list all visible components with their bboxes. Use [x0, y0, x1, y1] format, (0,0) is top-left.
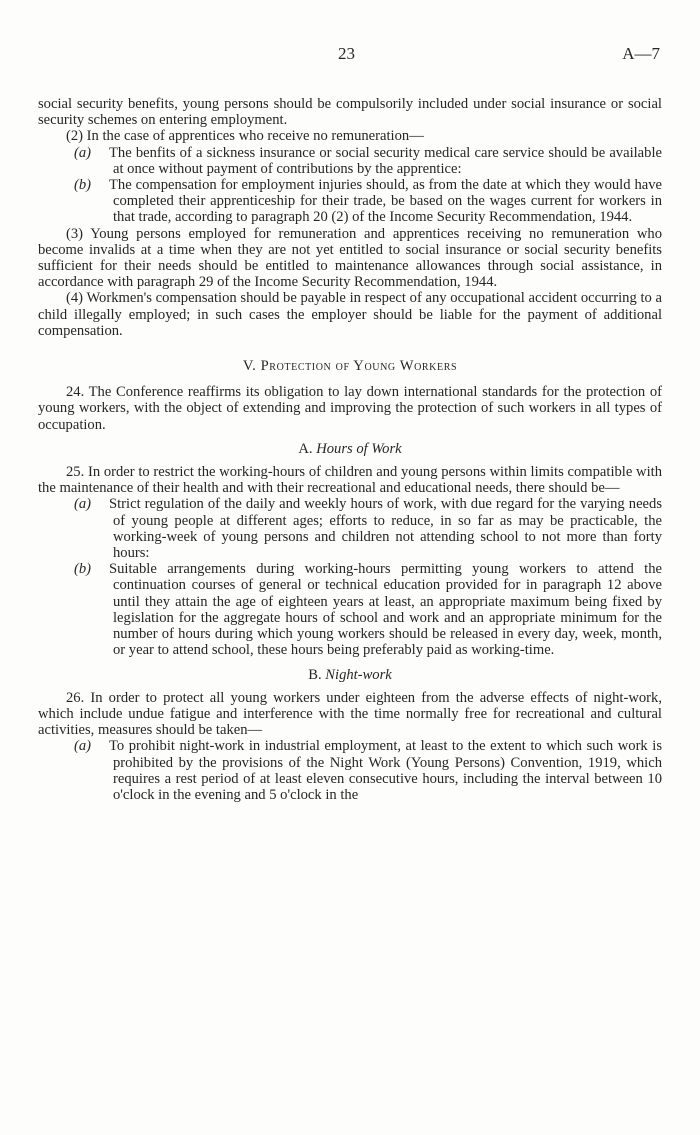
subsection-heading — [38, 441, 662, 457]
subsection-title: Hours of Work — [316, 440, 402, 457]
paragraph-2: (2) In the case of apprentices who receive no remuneration— — [66, 128, 424, 145]
page-number: 23 — [338, 44, 355, 63]
subsection-title: Night-work — [325, 666, 392, 683]
section-heading — [38, 358, 662, 374]
item-text: Strict regulation of the daily and weekly hours of work, with due regard for the varying needs of young people at different ages; efforts to reduce, in so far as may be practicable, the working-week of young persons and children not attending school to not more than forty hours: — [109, 496, 662, 562]
item-label: (b) — [74, 561, 92, 578]
item-text: Suitable arrangements during working-hours permitting young workers to attend the continuation courses of general or technical education provided for in paragraph 12 above until they attain the age of eighteen years at least, an appropriate maximum being fixed by legislation for the aggregate hours of school and work and an appropriate minimum for the number of hours during which young workers should be released in every day, week, month, or year to attend school, these hours being preferably paid as working-time. — [109, 561, 662, 659]
subsection-letter: A. — [298, 440, 313, 457]
item-label: (a) — [74, 738, 92, 755]
item-label: (a) — [74, 144, 92, 161]
section-number: V. — [242, 358, 257, 375]
paragraph-3: (3) Young persons employed for remuneration and apprentices receiving no remuneration who become invalids at a time when they are not yet entitled to social insurance or social security benefits sufficient for their needs should be entitled to maintenance allowances through social assistance, in accordance with paragraph 29 of the Income Security Recommendation, 1944. — [38, 225, 662, 291]
paragraph-25: 25. In order to restrict the working-hours of children and young persons within limits compatible with the maintenance of their health and with their recreational and educational needs, there should be— — [38, 464, 662, 497]
paragraph-continuation: social security benefits, young persons should be compulsorily included under social insurance or social security schemes on entering employment. — [38, 96, 662, 129]
subsection-letter: B. — [308, 666, 322, 683]
subsection-heading — [38, 667, 662, 683]
item-text: To prohibit night-work in industrial employment, at least to the extent to which such work is prohibited by the provisions of the Night Work (Young Persons) Convention, 1919, which requires a rest period of at least eleven consecutive hours, including the interval between 10 o'clock in the evening and 5 o'clock in the — [109, 738, 662, 803]
list-item — [38, 177, 662, 226]
page-header — [0, 44, 700, 68]
paragraph-4: (4) Workmen's compensation should be payable in respect of any occupational accident occurring to a child illegally employed; in such cases the employer should be liable for the payment of additional compensation. — [38, 290, 662, 339]
document-body — [38, 96, 662, 803]
section-title: Protection of Young Workers — [260, 358, 458, 375]
list-item — [38, 496, 662, 561]
item-text: The compensation for employment injuries should, as from the date at which they would have completed their apprenticeship for their trade, be based on the wages current for workers in that trade, according to paragraph 20 (2) of the Income Security Recommendation, 1944. — [109, 177, 662, 226]
paragraph-24: 24. The Conference reaffirms its obligation to lay down international standards for the protection of young workers, with the object of extending and improving the protection of such workers in all types of occupation. — [38, 384, 662, 433]
page-reference: A—7 — [622, 44, 660, 63]
list-item — [38, 738, 662, 803]
list-item — [38, 145, 662, 177]
paragraph-26: 26. In order to protect all young workers under eighteen from the adverse effects of night-work, which include undue fatigue and interference with the time normally free for recreational and cultural activities, measures should be taken— — [38, 689, 662, 739]
list-item — [38, 561, 662, 658]
item-text: The benfits of a sickness insurance or social security medical care service should be available at once without payment of contributions by the apprentice: — [109, 144, 662, 177]
item-label: (b) — [74, 177, 92, 194]
item-label: (a) — [74, 496, 92, 513]
